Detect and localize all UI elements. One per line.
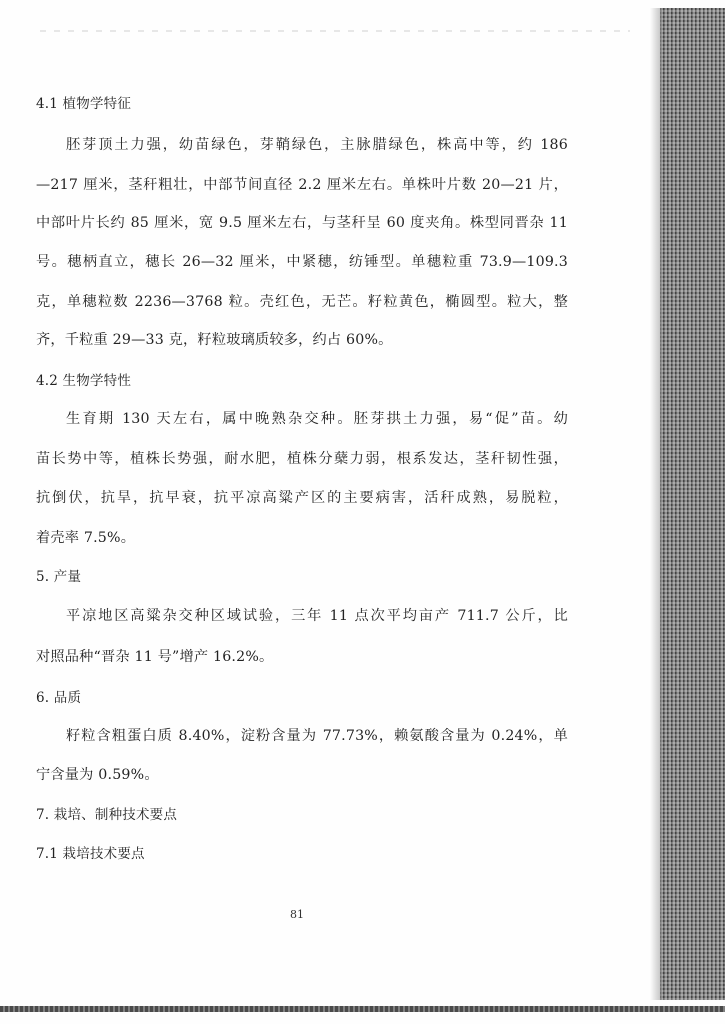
section-7-title: 7. 栽培、制种技术要点 (36, 807, 178, 823)
section-7-1-title: 7.1 栽培技术要点 (36, 846, 145, 862)
section-6-title: 6. 品质 (36, 690, 82, 706)
section-5-title: 5. 产量 (36, 569, 82, 585)
para1-line4: 号。穗柄直立，穗长 26—32 厘米，中紧穗，纺锤型。单穗粒重 73.9—109.3 (36, 254, 568, 270)
para2-line1: 生育期 130 天左右，属中晚熟杂交种。胚芽拱土力强，易“促”苗。幼 (66, 411, 568, 427)
para2-line3: 抗倒伏，抗旱，抗早衰，抗平凉高粱产区的主要病害，活秆成熟，易脱粒， (36, 490, 568, 506)
scan-top-noise (40, 30, 630, 32)
para1-line1: 胚芽顶土力强，幼苗绿色，芽鞘绿色，主脉腊绿色，株高中等，约 186 (66, 137, 568, 153)
para3-line2: 对照品种“晋杂 11 号”增产 16.2%。 (36, 649, 274, 665)
para1-line3: 中部叶片长约 85 厘米，宽 9.5 厘米左右，与茎秆呈 60 度夹角。株型同晋杂 11 (36, 215, 568, 231)
para1-line2: —217 厘米，茎秆粗壮，中部节间直径 2.2 厘米左右。单株叶片数 20—21 片， (36, 177, 568, 193)
para2-line2: 苗长势中等，植株长势强，耐水肥，植株分蘖力弱，根系发达，茎秆韧性强， (36, 451, 568, 467)
para2-line4: 着壳率 7.5%。 (36, 530, 136, 546)
para1-line5: 克，单穗粒数 2236—3768 粒。壳红色，无芒。籽粒黄色，椭圆型。粒大，整 (36, 294, 568, 310)
para1-line6: 齐，千粒重 29—33 克，籽粒玻璃质较多，约占 60%。 (36, 332, 393, 348)
scan-bottom-edge (0, 1006, 725, 1012)
book-binding-edge (660, 8, 725, 1000)
section-4-1-title: 4.1 植物学特征 (36, 96, 132, 112)
para3-line1: 平凉地区高粱杂交种区域试验，三年 11 点次平均亩产 711.7 公斤，比 (66, 608, 568, 624)
section-4-2-title: 4.2 生物学特性 (36, 373, 132, 389)
para4-line1: 籽粒含粗蛋白质 8.40%，淀粉含量为 77.73%，赖氨酸含量为 0.24%，单 (66, 728, 568, 744)
page-number: 81 (290, 908, 304, 921)
para4-line2: 宁含量为 0.59%。 (36, 767, 159, 783)
